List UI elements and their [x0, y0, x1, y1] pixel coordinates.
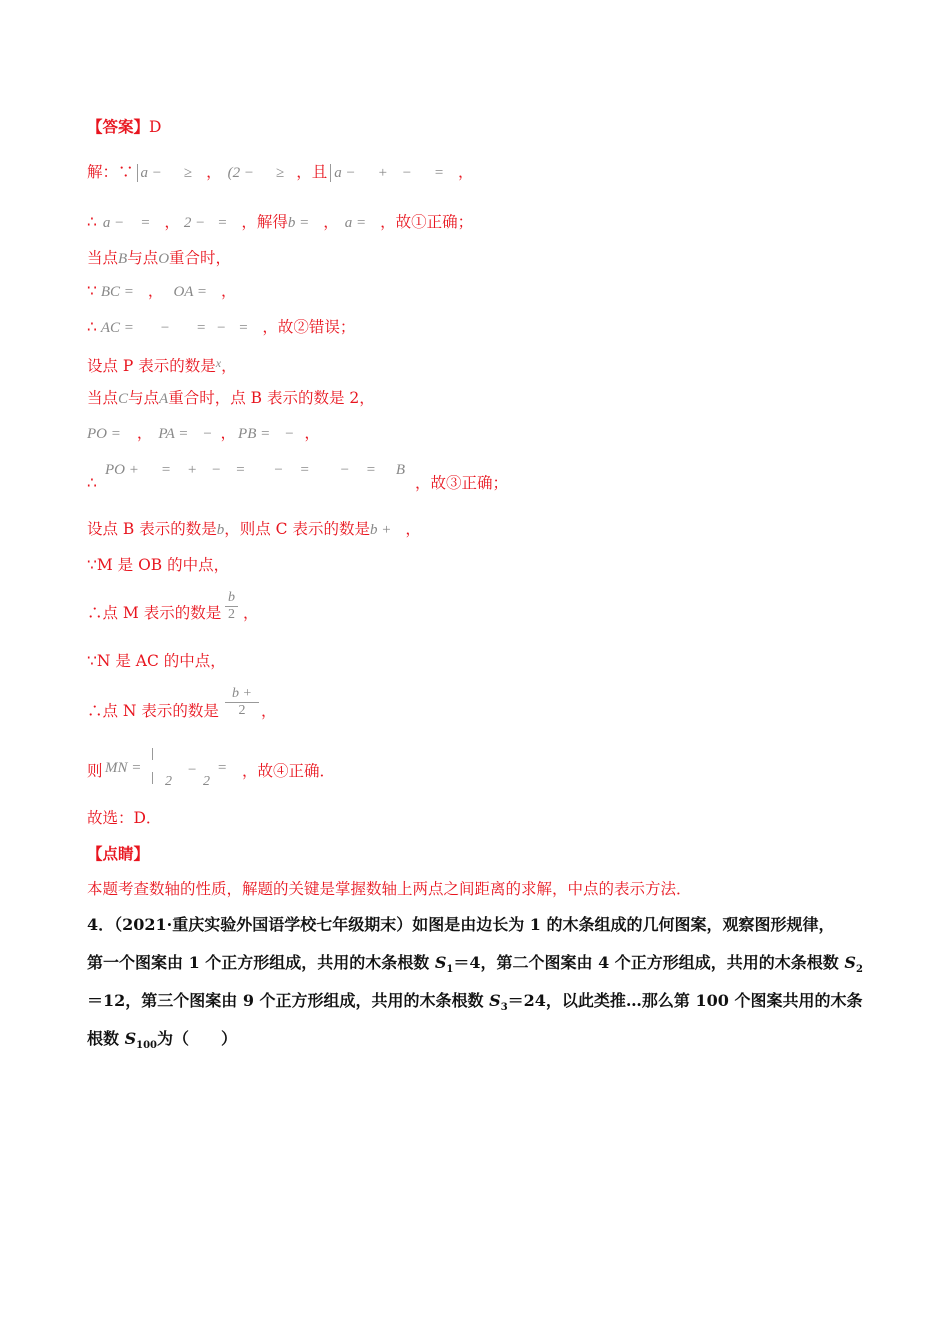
math: −	[216, 320, 227, 336]
text: ，故④正确．	[242, 762, 336, 780]
math: A	[159, 391, 169, 407]
text: ＝12，第三个图案由 9 个正方形组成，共用的木条根数	[87, 991, 490, 1010]
math: O	[158, 251, 170, 267]
question-4-line-3	[87, 991, 862, 1018]
answer-label: 【答案】	[87, 117, 150, 136]
text: ∴	[87, 213, 97, 231]
question-4-line-4	[87, 1029, 237, 1056]
text: 当点	[87, 249, 119, 267]
math: b +	[369, 522, 392, 538]
solution-line-7	[87, 388, 375, 409]
solution-line-8	[87, 423, 320, 444]
math: a −	[140, 165, 162, 181]
math: S	[124, 1029, 137, 1048]
denominator: 2	[203, 774, 210, 789]
subscript: 3	[500, 1002, 508, 1014]
solution-line-1	[87, 162, 474, 183]
text: ，	[147, 282, 164, 300]
math: x	[215, 356, 222, 370]
text: ∴	[87, 318, 97, 336]
math: −	[401, 165, 412, 181]
math: −	[159, 320, 171, 336]
text: ∴点 M 表示的数是	[87, 604, 222, 622]
text: 设点 B 表示的数是	[87, 520, 217, 538]
math: =	[238, 320, 249, 336]
text: 重合时，点 B 表示的数是 2，	[168, 389, 375, 407]
math: =	[433, 165, 445, 181]
math: −	[273, 462, 284, 478]
solution-line-16: 故选：D．	[87, 809, 162, 827]
math: PB =	[238, 426, 271, 442]
math: a −	[102, 215, 125, 231]
text: 重合时，	[169, 249, 232, 267]
answer-value: D	[149, 118, 162, 136]
text: ，	[136, 424, 153, 442]
text: 根数	[87, 1029, 125, 1048]
math: =	[160, 462, 171, 478]
math: OA =	[173, 284, 208, 300]
text: ，	[405, 520, 421, 538]
answer-line	[87, 117, 161, 137]
text: ，	[243, 604, 259, 622]
math: B	[118, 251, 128, 267]
math: a =	[344, 215, 367, 231]
text: ，且	[296, 163, 328, 181]
math: S	[489, 991, 501, 1010]
question-4-line-1: 4．（2021·重庆实验外国语学校七年级期末）如图是由边长为 1 的木条组成的几何图案，观察图形规律，	[87, 915, 835, 934]
math: AC =	[100, 320, 134, 336]
math: BC =	[100, 284, 134, 300]
subscript: 1	[446, 964, 454, 976]
text: 与点	[128, 389, 160, 407]
numerator: b	[228, 590, 235, 605]
math: C	[118, 391, 129, 407]
math: b =	[287, 215, 310, 231]
text: ，	[206, 163, 222, 181]
math: −	[284, 426, 295, 442]
math: PO +	[105, 462, 139, 478]
denominator: 2	[165, 774, 172, 789]
text: 第一个图案由 1 个正方形组成，共用的木条根数	[87, 953, 435, 972]
math: −	[339, 462, 350, 478]
abs-bar	[330, 164, 331, 182]
abs-bar	[137, 164, 138, 182]
math: −	[202, 426, 213, 442]
solution-line-3	[87, 248, 231, 269]
math: −	[187, 762, 198, 778]
math: 2 −	[183, 215, 206, 231]
math: +	[377, 165, 388, 181]
text: ，	[304, 424, 320, 442]
math: =	[365, 462, 376, 478]
text: ，	[323, 213, 339, 231]
solution-line-13: ∵N 是 AC 的中点，	[87, 652, 226, 670]
solution-line-11: ∵M 是 OB 的中点，	[87, 556, 230, 574]
text: ，故①正确；	[380, 213, 474, 231]
review-text: 本题考查数轴的性质，解题的关键是掌握数轴上两点之间距离的求解，中点的表示方法．	[87, 880, 692, 898]
text: ，则点 C 表示的数是	[224, 520, 370, 538]
solution-line-2	[87, 212, 473, 233]
abs-bar	[152, 748, 153, 760]
fraction	[225, 686, 259, 719]
text: 解：∵	[87, 163, 134, 181]
text: ，	[261, 702, 277, 720]
text: 设点 P 表示的数是	[87, 357, 216, 375]
math: B	[395, 462, 406, 478]
math: S	[434, 953, 447, 972]
math: −	[211, 462, 222, 478]
text: ，	[221, 282, 237, 300]
math: a −	[334, 165, 356, 181]
subscript: 2	[855, 964, 863, 976]
solution-line-4	[87, 281, 237, 302]
math: PO =	[87, 426, 121, 442]
math: +	[187, 462, 198, 478]
text: 则	[87, 762, 103, 780]
text: ，故③正确；	[415, 474, 509, 492]
math: b	[216, 522, 225, 538]
text: ＝24，以此类推…那么第 100 个图案共用的木条	[507, 991, 863, 1010]
text: 为（ ）	[157, 1029, 238, 1048]
math-row	[105, 459, 405, 480]
math: =	[217, 215, 228, 231]
denominator: 2	[228, 607, 235, 622]
text: ，	[221, 357, 237, 375]
text: ∵	[87, 282, 97, 300]
abs-bar	[152, 772, 153, 784]
text: ，故②错误；	[262, 318, 356, 336]
math: =	[217, 760, 228, 776]
math: PA =	[158, 426, 189, 442]
solution-line-10	[87, 519, 421, 540]
text: ∴	[87, 474, 97, 492]
text: ，	[458, 163, 474, 181]
math: MN =	[105, 760, 142, 776]
text: ，	[164, 213, 180, 231]
math: ≥	[276, 165, 285, 181]
solution-line-5	[87, 317, 355, 338]
text: 当点	[87, 389, 119, 407]
denominator: 2	[238, 703, 246, 718]
math: =	[140, 215, 151, 231]
math: =	[299, 462, 310, 478]
review-label: 【点睛】	[87, 844, 150, 863]
text: ∴点 N 表示的数是	[87, 702, 219, 720]
text: ，解得	[241, 213, 288, 231]
math: ≥	[183, 165, 193, 181]
text: 与点	[127, 249, 159, 267]
subscript: 100	[136, 1040, 158, 1052]
text: ＝4，第二个图案由 4 个正方形组成，共用的木条根数	[453, 953, 845, 972]
solution-line-6	[87, 353, 237, 376]
fraction	[225, 590, 238, 623]
math: S	[844, 953, 856, 972]
text: ，	[220, 424, 237, 442]
question-4-line-2	[87, 953, 863, 980]
numerator: b +	[232, 686, 252, 701]
math: =	[196, 320, 207, 336]
math: (2 −	[227, 165, 255, 181]
math: =	[235, 462, 246, 478]
